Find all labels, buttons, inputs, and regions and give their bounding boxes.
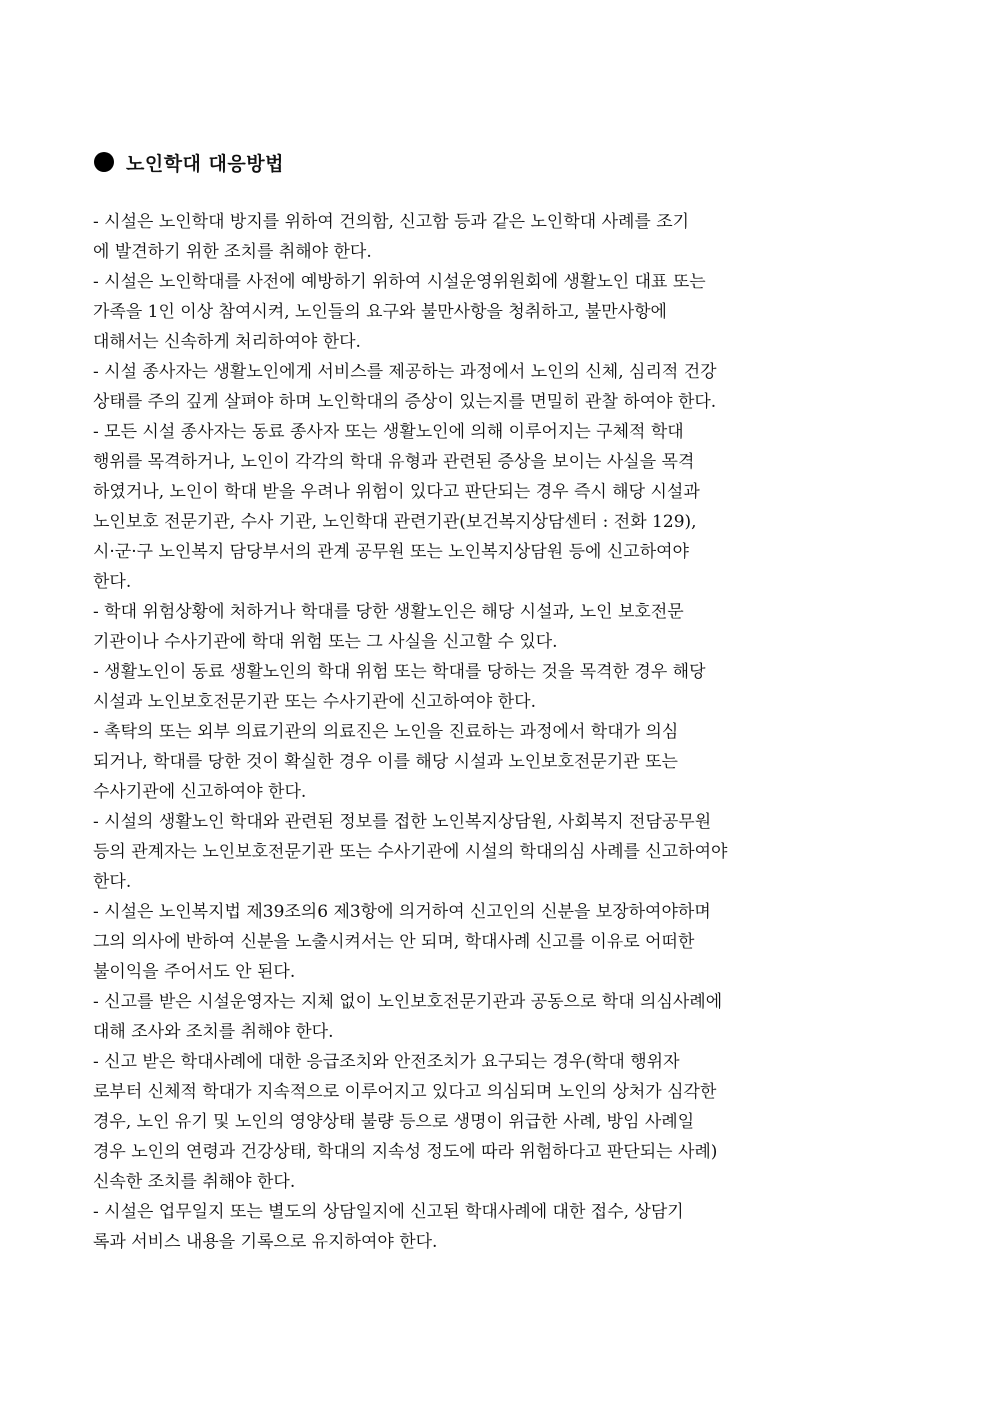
text-line: - 신고 받은 학대사례에 대한 응급조치와 안전조치가 요구되는 경우(학대 행위자 [93, 1052, 680, 1072]
text-line: 행위를 목격하거나, 노인이 각각의 학대 유형과 관련된 증상을 보이는 사실을 목격 [93, 452, 695, 472]
text-line: 노인보호 전문기관, 수사 기관, 노인학대 관련기관(보건복지상담센터 : 전화 129), [93, 512, 697, 532]
text-line: 상태를 주의 깊게 살펴야 하며 노인학대의 증상이 있는지를 면밀히 관찰 하여야 한다. [93, 392, 717, 412]
text-line: 에 발견하기 위한 조치를 취해야 한다. [93, 242, 372, 262]
text-line: - 시설의 생활노인 학대와 관련된 정보를 접한 노인복지상담원, 사회복지 전담공무원 [93, 812, 712, 832]
text-line: 하였거나, 노인이 학대 받을 우려나 위험이 있다고 판단되는 경우 즉시 해당 시설과 [93, 482, 700, 502]
text-line: 되거나, 학대를 당한 것이 확실한 경우 이를 해당 시설과 노인보호전문기관 또는 [93, 752, 678, 772]
text-line: - 촉탁의 또는 외부 의료기관의 의료진은 노인을 진료하는 과정에서 학대가 의심 [93, 722, 679, 742]
text-line: - 생활노인이 동료 생활노인의 학대 위험 또는 학대를 당하는 것을 목격한 경우 해당 [93, 662, 706, 682]
text-line: - 시설은 노인복지법 제39조의6 제3항에 의거하여 신고인의 신분을 보장하여야하며 [93, 902, 711, 922]
text-line: 기관이나 수사기관에 학대 위험 또는 그 사실을 신고할 수 있다. [93, 632, 558, 652]
section-heading [94, 147, 284, 177]
text-line: 경우 노인의 연령과 건강상태, 학대의 지속성 정도에 따라 위험하다고 판단되는 사례) [93, 1142, 718, 1162]
text-line: - 시설은 노인학대를 사전에 예방하기 위하여 시설운영위원회에 생활노인 대표 또는 [93, 272, 706, 292]
text-line: 한다. [93, 872, 132, 892]
text-line: 시·군·구 노인복지 담당부서의 관계 공무원 또는 노인복지상담원 등에 신고하여야 [93, 542, 689, 562]
text-line: 가족을 1인 이상 참여시켜, 노인들의 요구와 불만사항을 청취하고, 불만사항에 [93, 302, 667, 322]
text-line: 그의 의사에 반하여 신분을 노출시켜서는 안 되며, 학대사례 신고를 이유로 어떠한 [93, 932, 695, 952]
text-line: 신속한 조치를 취해야 한다. [93, 1172, 296, 1192]
filled-circle-icon [94, 152, 114, 172]
text-line: 등의 관계자는 노인보호전문기관 또는 수사기관에 시설의 학대의심 사례를 신고하여야 [93, 842, 728, 862]
text-line: 수사기관에 신고하여야 한다. [93, 782, 307, 802]
text-line: 시설과 노인보호전문기관 또는 수사기관에 신고하여야 한다. [93, 692, 536, 712]
text-line: 로부터 신체적 학대가 지속적으로 이루어지고 있다고 의심되며 노인의 상처가 심각한 [93, 1082, 717, 1102]
text-line: 록과 서비스 내용을 기록으로 유지하여야 한다. [93, 1232, 438, 1252]
text-line: 대해 조사와 조치를 취해야 한다. [93, 1022, 334, 1042]
text-line: - 신고를 받은 시설운영자는 지체 없이 노인보호전문기관과 공동으로 학대 의심사례에 [93, 992, 723, 1012]
body-text [93, 207, 905, 1257]
text-line: - 시설은 업무일지 또는 별도의 상담일지에 신고된 학대사례에 대한 접수, 상담기 [93, 1202, 684, 1222]
text-line: - 시설 종사자는 생활노인에게 서비스를 제공하는 과정에서 노인의 신체, 심리적 건강 [93, 362, 717, 382]
text-line: - 시설은 노인학대 방지를 위하여 건의함, 신고함 등과 같은 노인학대 사례를 조기 [93, 212, 690, 232]
text-line: - 학대 위험상황에 처하거나 학대를 당한 생활노인은 해당 시설과, 노인 보호전문 [93, 602, 684, 622]
section-title: 노인학대 대응방법 [126, 152, 284, 175]
text-line: 대해서는 신속하게 처리하여야 한다. [93, 332, 361, 352]
text-line: 불이익을 주어서도 안 된다. [93, 962, 296, 982]
text-line: 한다. [93, 572, 132, 592]
text-line: - 모든 시설 종사자는 동료 종사자 또는 생활노인에 의해 이루어지는 구체적 학대 [93, 422, 684, 442]
text-line: 경우, 노인 유기 및 노인의 영양상태 불량 등으로 생명이 위급한 사례, 방임 사례일 [93, 1112, 695, 1132]
